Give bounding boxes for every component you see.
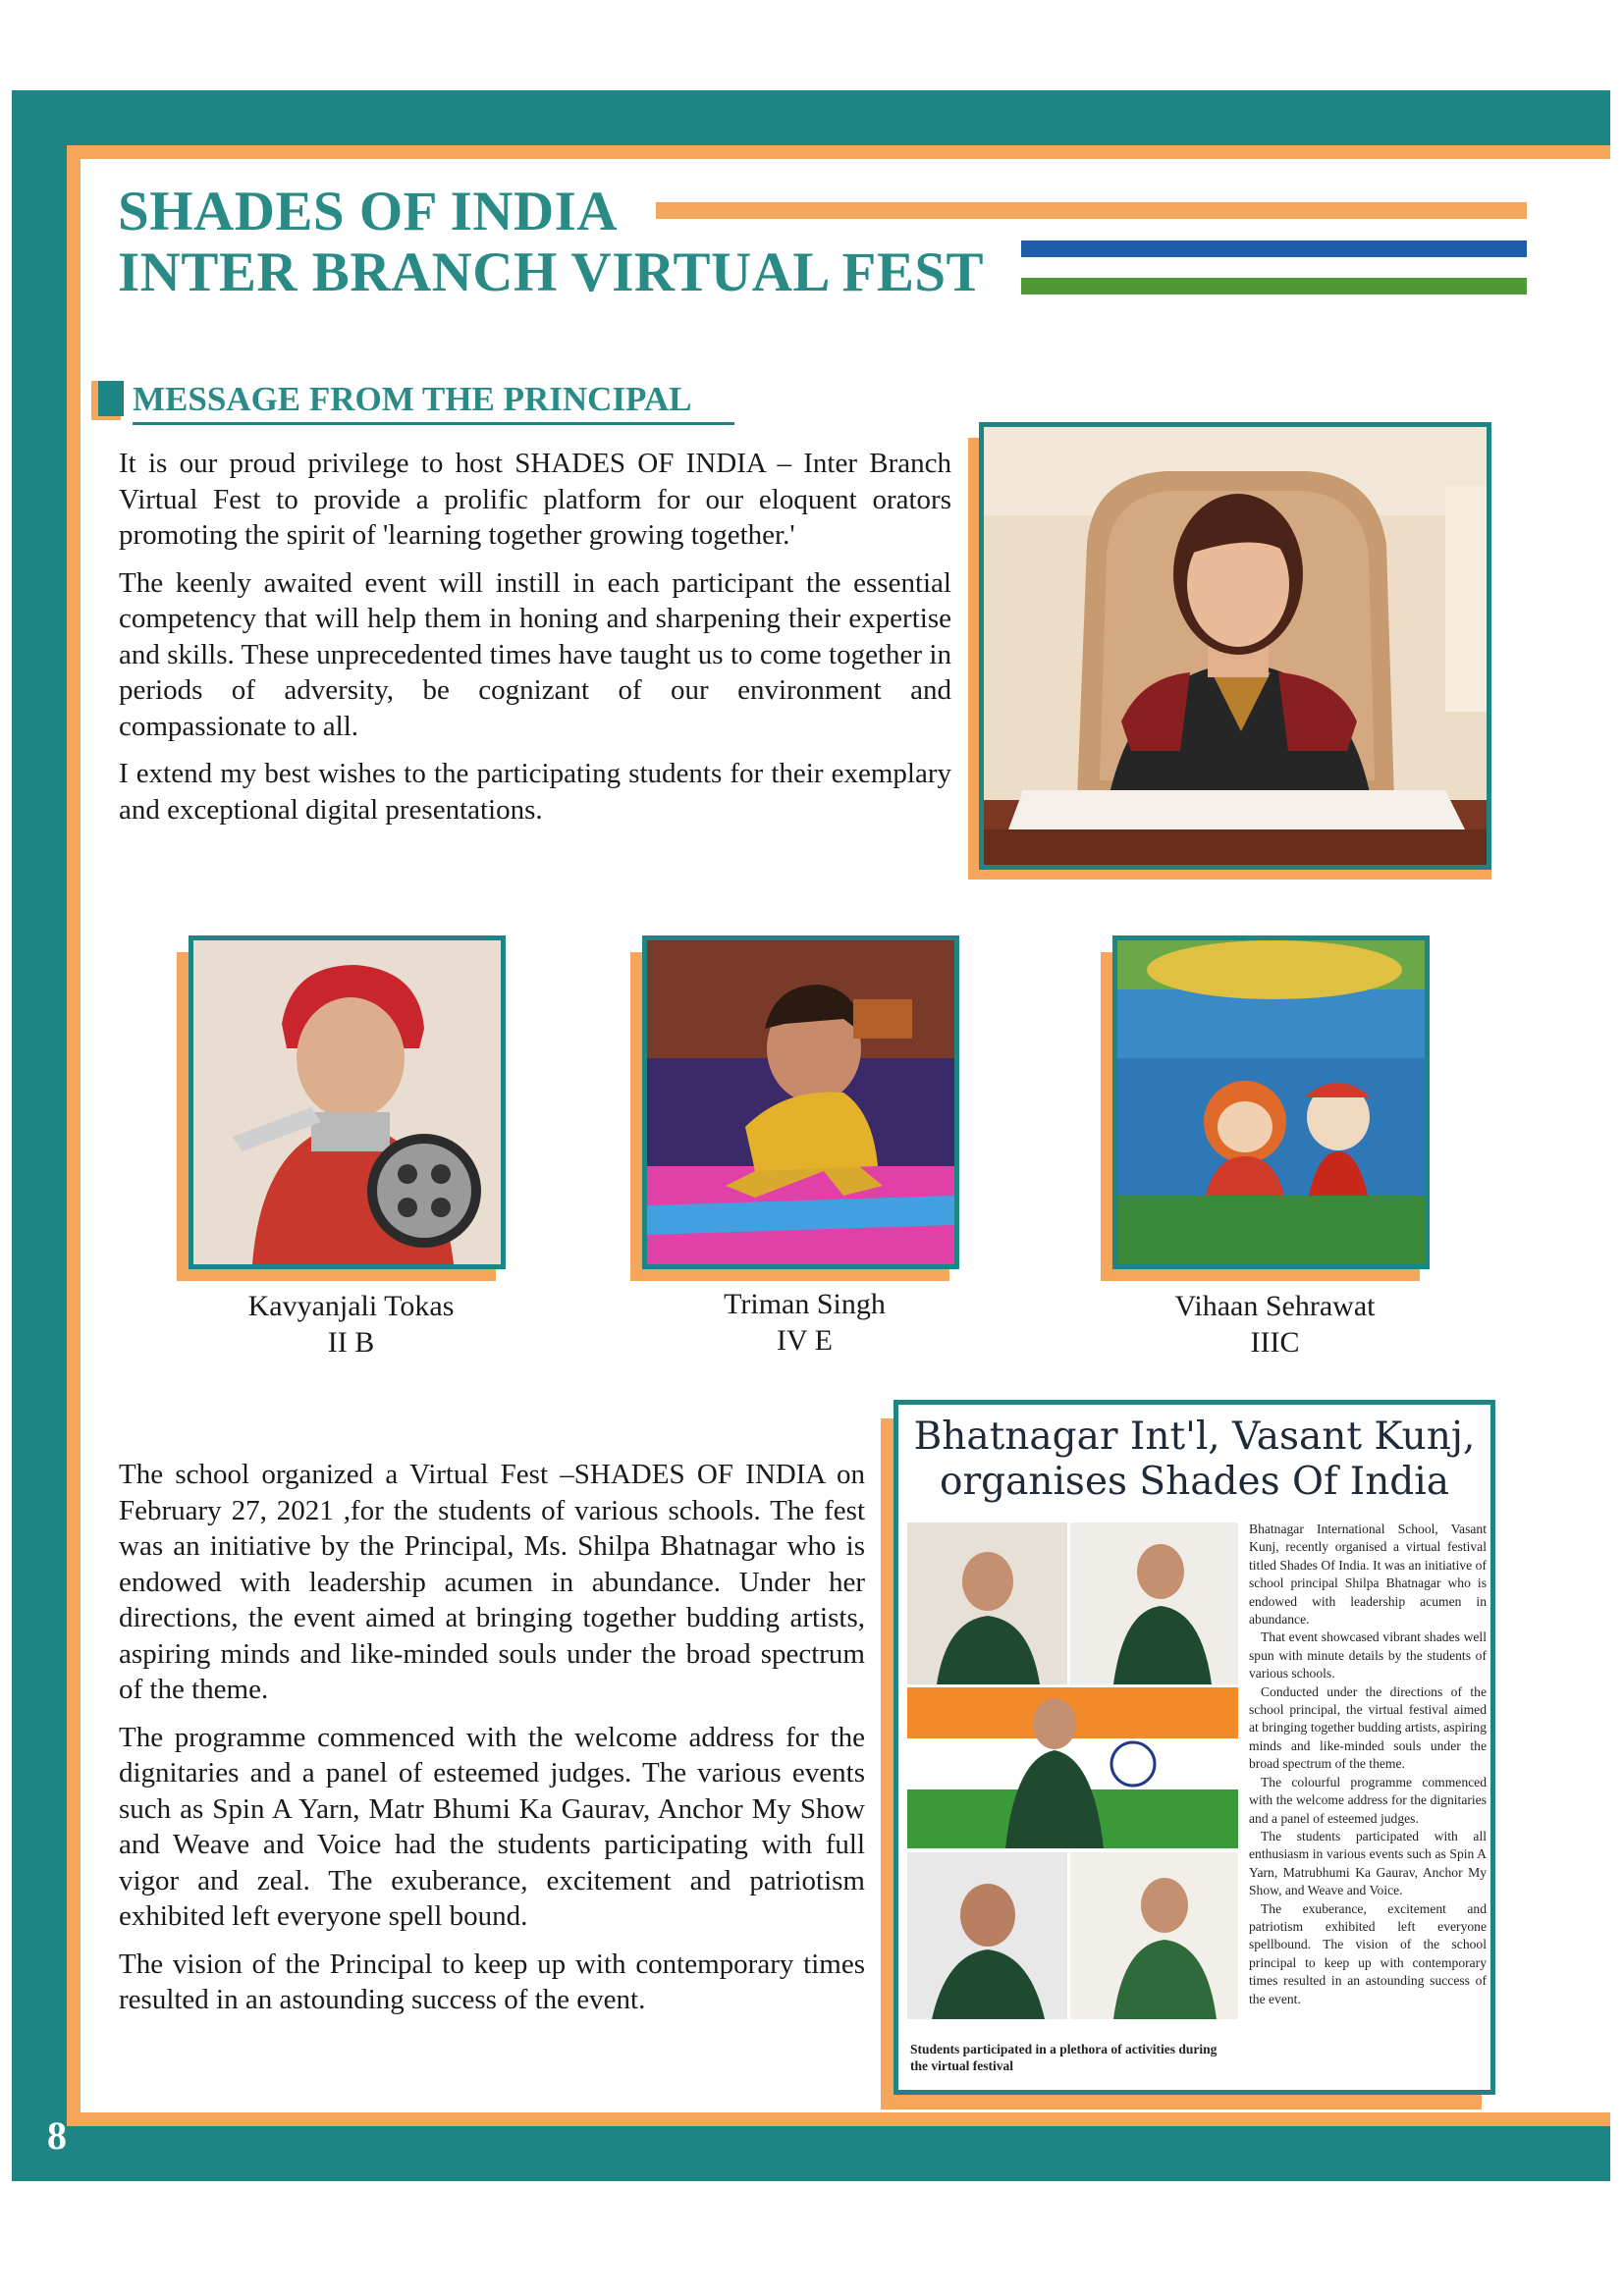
participant-photo-kavyanjali bbox=[189, 935, 506, 1269]
newspaper-paragraph: The students participated with all enthusiasm in various events such as Spin A Yarn, Matrubhumi Ka Gaurav, Anchor My Show, and Weave and Voice. bbox=[1249, 1828, 1487, 1898]
report-paragraph: The vision of the Principal to keep up with contemporary times resulted in an astounding success of the event. bbox=[119, 1948, 865, 2015]
participant-caption bbox=[177, 1288, 525, 1361]
frame-top-band bbox=[12, 90, 1610, 145]
participant-class: II B bbox=[327, 1326, 375, 1359]
principal-message bbox=[119, 446, 951, 828]
newspaper-paragraph: That event showcased vibrant shades well spun with minute details by the students of various schools. bbox=[1249, 1629, 1487, 1682]
section-marker-teal bbox=[98, 381, 124, 416]
participant-photo-image bbox=[647, 940, 954, 1264]
event-report bbox=[119, 1457, 865, 2018]
participant-name: Triman Singh bbox=[724, 1288, 886, 1320]
participant-caption bbox=[1101, 1288, 1449, 1361]
newspaper-headline-line1: Bhatnagar Int'l, Vasant Kunj, bbox=[913, 1415, 1476, 1459]
page-title-line2: INTER BRANCH VIRTUAL FEST bbox=[118, 241, 985, 303]
title-stripe-green bbox=[1021, 278, 1527, 294]
frame-inner-top-line bbox=[67, 145, 1610, 159]
participant-photo-image bbox=[193, 940, 501, 1264]
participant-photo-vihaan bbox=[1112, 935, 1430, 1269]
participant-class: IIIC bbox=[1250, 1326, 1300, 1359]
participant-photo-triman bbox=[642, 935, 959, 1269]
participant-photo-image bbox=[1117, 940, 1425, 1264]
principal-section-heading: MESSAGE FROM THE PRINCIPAL bbox=[133, 380, 692, 418]
report-paragraph: The programme commenced with the welcome address for the dignitaries and a panel of esteemed judges. The various events such as Spin A Yarn, Matr Bhumi Ka Gaurav, Anchor My Show and Weave and Voice had the students participating with full vigor and zeal. The exuberance, excitement and patriotism exhibited left everyone spell bound. bbox=[119, 1721, 865, 1932]
newspaper-headline-line2: organises Shades Of India bbox=[940, 1460, 1449, 1504]
newspaper-paragraph: The colourful programme commenced with the welcome address for the dignitaries and a panel of esteemed judges. bbox=[1249, 1774, 1487, 1826]
principal-photo-image bbox=[984, 427, 1487, 865]
principal-paragraph: The keenly awaited event will instill in each participant the essential competency that will help them in honing and sharpening their expertise and skills. These unprecedented times have taught us to come together in periods of adversity, be cognizant of our environment and compassionate to all. bbox=[119, 566, 951, 742]
heading-underline bbox=[133, 422, 734, 425]
participant-caption bbox=[630, 1286, 979, 1359]
newspaper-paragraph: Bhatnagar International School, Vasant Kunj, recently organised a virtual festival titled Shades Of India. It was an initiative of school principal Shilpa Bhatnagar who is endowed with leadership acumen in abundance. bbox=[1249, 1522, 1487, 1628]
principal-paragraph: It is our proud privilege to host SHADES OF INDIA – Inter Branch Virtual Fest to provide a prolific platform for our eloquent orators promoting the spirit of 'learning together growing together.' bbox=[119, 448, 951, 551]
principal-photo bbox=[979, 422, 1491, 870]
newspaper-paragraph: The exuberance, excitement and patriotism exhibited left everyone spellbound. The vision of the school principal to keep up with contemporary times resulted in an astounding success of the event. bbox=[1249, 1900, 1487, 2006]
title-stripe-orange bbox=[656, 202, 1527, 219]
participant-class: IV E bbox=[777, 1324, 833, 1357]
frame-inner-bottom-line bbox=[67, 2112, 1610, 2126]
frame-bottom-band bbox=[12, 2126, 1610, 2181]
newspaper-photo-caption: Students participated in a plethora of activities during the virtual festival bbox=[910, 2042, 1218, 2073]
participant-name: Kavyanjali Tokas bbox=[247, 1290, 455, 1322]
page-number: 8 bbox=[47, 2113, 67, 2158]
newspaper-article bbox=[1249, 1521, 1487, 2008]
newspaper-photo-collage bbox=[907, 1522, 1238, 2057]
frame-inner-left-line bbox=[67, 145, 81, 2126]
newspaper-paragraph: Conducted under the directions of the school principal, the virtual festival aimed at bringing together budding artists, aspiring minds and like-minded souls under the broad spectrum of the theme. bbox=[1249, 1683, 1487, 1772]
principal-paragraph: I extend my best wishes to the participating students for their exemplary and exceptional digital presentations. bbox=[119, 758, 951, 826]
report-paragraph: The school organized a Virtual Fest –SHADES OF INDIA on February 27, 2021 ,for the students of various schools. The fest was an initiative by the Principal, Ms. Shilpa Bhatnagar who is endowed with leadership acumen in abundance. Under her directions, the event aimed at bringing together budding artists, aspiring minds and like-minded souls under the broad spectrum of the theme. bbox=[119, 1459, 865, 1705]
frame-left-band bbox=[12, 90, 67, 2181]
participant-name: Vihaan Sehrawat bbox=[1174, 1290, 1376, 1322]
newspaper-clipping bbox=[893, 1400, 1495, 2095]
page-title-line1: SHADES OF INDIA bbox=[118, 181, 618, 242]
title-stripe-blue bbox=[1021, 240, 1527, 257]
newspaper-headline bbox=[898, 1415, 1490, 1505]
